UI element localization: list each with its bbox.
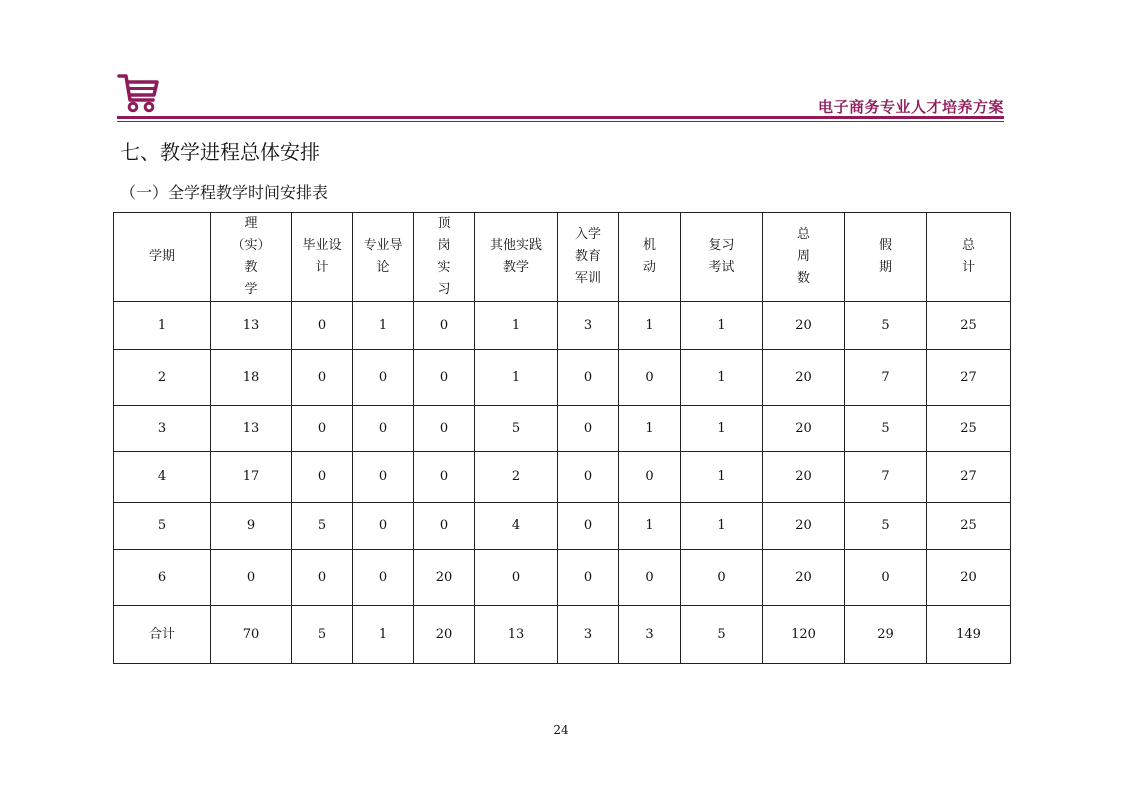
column-header-line: 考试	[708, 260, 735, 275]
table-cell: 3	[619, 606, 681, 664]
table-cell: 20	[763, 302, 845, 350]
column-header	[292, 213, 353, 302]
column-header-line: 动	[642, 260, 656, 275]
table-cell: 25	[927, 302, 1011, 350]
table-cell: 20	[763, 406, 845, 452]
table-cell: 6	[114, 550, 211, 606]
table-cell: 120	[763, 606, 845, 664]
table-cell: 3	[558, 606, 619, 664]
table-cell: 20	[927, 550, 1011, 606]
table-cell: 0	[414, 302, 475, 350]
column-header-line: 理	[244, 216, 258, 231]
column-header-line: 军训	[574, 271, 601, 286]
table-cell: 0	[619, 550, 681, 606]
table-cell: 13	[211, 406, 292, 452]
table-cell: 17	[211, 452, 292, 503]
table-cell: 0	[292, 302, 353, 350]
table-cell: 1	[475, 302, 558, 350]
table-cell: 13	[475, 606, 558, 664]
column-header-line: 计	[315, 260, 329, 275]
column-header-line: （实）	[231, 238, 271, 253]
table-cell: 0	[292, 452, 353, 503]
column-header-line: 学	[244, 282, 258, 297]
table-cell: 25	[927, 406, 1011, 452]
table-cell: 5	[114, 503, 211, 550]
total-row	[114, 606, 1011, 664]
table-cell: 20	[763, 503, 845, 550]
table-cell: 1	[114, 302, 211, 350]
column-header-line: 入学	[574, 227, 601, 242]
column-header-line: 数	[796, 271, 810, 286]
table-cell: 0	[211, 550, 292, 606]
table-cell: 20	[414, 550, 475, 606]
table-row	[114, 503, 1011, 550]
table-cell: 2	[475, 452, 558, 503]
table-cell: 9	[211, 503, 292, 550]
table-cell: 1	[681, 452, 763, 503]
table-cell: 0	[414, 503, 475, 550]
column-header-line: 期	[878, 260, 892, 275]
table-cell: 149	[927, 606, 1011, 664]
column-header	[211, 213, 292, 302]
column-header-line: 周	[796, 249, 810, 264]
table-cell: 5	[475, 406, 558, 452]
page-number: 24	[553, 723, 569, 737]
column-header-line: 毕业设	[302, 238, 342, 253]
table-cell: 70	[211, 606, 292, 664]
column-header-line: 专业导	[363, 238, 403, 253]
table-cell: 20	[763, 452, 845, 503]
header-title: 电子商务专业人才培养方案	[817, 98, 1004, 116]
table-cell: 1	[681, 503, 763, 550]
table-cell: 0	[414, 452, 475, 503]
column-header-line: 复习	[708, 238, 735, 253]
table-cell: 1	[475, 350, 558, 406]
table-cell: 0	[845, 550, 927, 606]
table-cell: 5	[845, 406, 927, 452]
table-cell: 3	[558, 302, 619, 350]
table-cell: 4	[114, 452, 211, 503]
column-header-line: 总	[796, 227, 810, 242]
table-cell: 20	[414, 606, 475, 664]
table-cell: 0	[558, 452, 619, 503]
table-cell: 7	[845, 350, 927, 406]
column-header	[558, 213, 619, 302]
column-header	[927, 213, 1011, 302]
table-cell: 5	[845, 503, 927, 550]
header-rule-thin	[117, 121, 1004, 122]
table-row	[114, 550, 1011, 606]
table-cell: 5	[292, 606, 353, 664]
column-header-line: 教学	[502, 260, 529, 275]
table-cell: 1	[353, 302, 414, 350]
table-cell: 27	[927, 452, 1011, 503]
column-header-line: 实	[437, 260, 451, 275]
table-cell: 0	[292, 550, 353, 606]
section-title: 七、教学进程总体安排	[120, 140, 320, 164]
column-header	[414, 213, 475, 302]
table-cell: 1	[681, 406, 763, 452]
table-cell: 0	[619, 452, 681, 503]
table-cell: 1	[353, 606, 414, 664]
header-row	[114, 213, 1011, 302]
table-row	[114, 350, 1011, 406]
table-cell: 0	[414, 350, 475, 406]
table-cell: 13	[211, 302, 292, 350]
table-cell: 3	[114, 406, 211, 452]
table-cell: 7	[845, 452, 927, 503]
table-cell: 1	[681, 350, 763, 406]
table-row	[114, 302, 1011, 350]
table-cell: 5	[292, 503, 353, 550]
table-cell: 0	[558, 350, 619, 406]
table-row	[114, 406, 1011, 452]
table-cell: 0	[414, 406, 475, 452]
table-cell: 0	[558, 503, 619, 550]
column-header-line: 教	[244, 260, 258, 275]
column-header-line: 其他实践	[489, 238, 542, 253]
table-cell: 0	[292, 406, 353, 452]
table-cell: 合计	[114, 606, 211, 664]
table-cell: 20	[763, 350, 845, 406]
table-cell: 1	[619, 302, 681, 350]
column-header-line: 学期	[148, 249, 175, 264]
column-header-line: 机	[642, 238, 656, 253]
table-cell: 1	[619, 406, 681, 452]
table-row	[114, 452, 1011, 503]
table-cell: 0	[292, 350, 353, 406]
table-cell: 0	[558, 550, 619, 606]
table-cell: 5	[681, 606, 763, 664]
table-cell: 0	[475, 550, 558, 606]
table-cell: 0	[353, 503, 414, 550]
column-header	[114, 213, 211, 302]
table-cell: 1	[619, 503, 681, 550]
header-rule-thick	[117, 116, 1004, 119]
table-cell: 5	[845, 302, 927, 350]
table-cell: 0	[353, 406, 414, 452]
table-cell: 0	[353, 452, 414, 503]
table-cell: 27	[927, 350, 1011, 406]
table-cell: 1	[681, 302, 763, 350]
column-header-line: 论	[376, 260, 390, 275]
table-cell: 4	[475, 503, 558, 550]
column-header	[763, 213, 845, 302]
shopping-cart-icon	[117, 70, 161, 114]
column-header-line: 习	[437, 282, 451, 297]
table-cell: 0	[558, 406, 619, 452]
table-cell: 2	[114, 350, 211, 406]
table-cell: 18	[211, 350, 292, 406]
schedule-table	[113, 212, 1011, 664]
table-cell: 0	[619, 350, 681, 406]
table-cell: 0	[681, 550, 763, 606]
column-header	[353, 213, 414, 302]
column-header-line: 教育	[574, 249, 601, 264]
column-header-line: 总	[961, 238, 975, 253]
table-cell: 20	[763, 550, 845, 606]
subsection-title: （一）全学程教学时间安排表	[120, 183, 329, 202]
column-header	[475, 213, 558, 302]
column-header	[845, 213, 927, 302]
table-cell: 0	[353, 350, 414, 406]
column-header	[619, 213, 681, 302]
column-header-line: 顶	[437, 216, 451, 231]
column-header-line: 假	[878, 238, 892, 253]
column-header	[681, 213, 763, 302]
column-header-line: 计	[961, 260, 975, 275]
table-cell: 25	[927, 503, 1011, 550]
table-cell: 0	[353, 550, 414, 606]
column-header-line: 岗	[437, 238, 451, 253]
table-cell: 29	[845, 606, 927, 664]
